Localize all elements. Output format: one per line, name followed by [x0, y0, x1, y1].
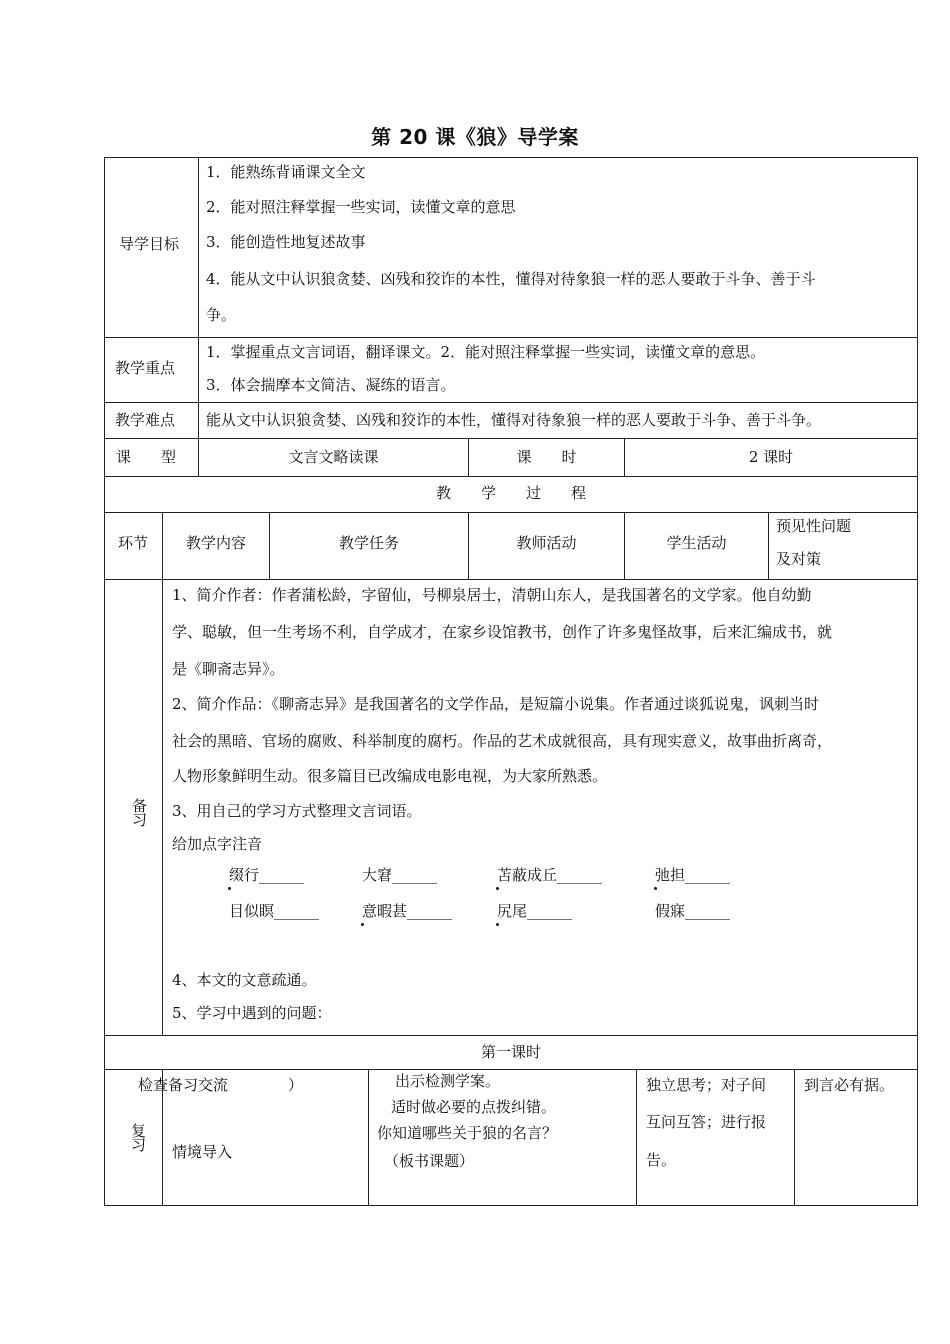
pinyin-item: 意暇甚______	[362, 902, 453, 920]
lesson1-header: 第一课时	[480, 1043, 541, 1061]
prep-label: 习	[132, 811, 148, 829]
pinyin-item: 大窘______	[362, 866, 438, 884]
lesson1-content: 情境导入	[172, 1143, 233, 1161]
column-header: 及对策	[776, 550, 822, 568]
lesson1-content: 检查备习交流	[138, 1076, 229, 1094]
student-activity: 互问互答；进行报	[646, 1113, 767, 1131]
prep-line: 社会的黑暗、官场的腐败、科举制度的腐朽。作品的艺术成就很高，具有现实意义，故事曲折离奇，	[172, 732, 833, 750]
lesson1-note: 到言必有据。	[804, 1076, 895, 1094]
prep-line: 是《聊斋志异》。	[172, 660, 285, 678]
process-header: 教 学 过 程	[435, 484, 586, 502]
column-header: 教学内容	[185, 534, 246, 552]
difficulty-label: 教学难点	[115, 411, 176, 429]
course-hours-value: 2 课时	[748, 448, 794, 466]
teacher-activity: （板书课题）	[384, 1152, 475, 1170]
objective-item: 4．能从文中认识狼贪婪、凶残和狡诈的本性，懂得对待象狼一样的恶人要敢于斗争、善于斗	[206, 270, 816, 288]
column-header: 学生活动	[666, 534, 727, 552]
objective-item: 3．能创造性地复述故事	[206, 233, 366, 251]
key-point-line: 3．体会揣摩本文简洁、凝练的语言。	[206, 376, 456, 394]
review-label: 习	[131, 1136, 147, 1154]
prep-line: 人物形象鲜明生动。很多篇目已改编成电影电视，为大家所熟悉。	[172, 767, 608, 785]
prep-line: 4、本文的文意疏通。	[172, 971, 317, 989]
objectives-label: 导学目标	[119, 235, 180, 253]
teacher-activity: 你知道哪些关于狼的名言？	[377, 1124, 558, 1142]
teacher-activity: 适时做必要的点拨纠错。	[391, 1098, 557, 1116]
student-activity: 独立思考；对子间	[646, 1076, 767, 1094]
review-label: 复	[131, 1122, 147, 1140]
pinyin-item: 目似瞑______	[229, 902, 320, 920]
prep-line: 2、简介作品：《聊斋志异》是我国著名的文学作品，是短篇小说集。作者通过谈狐说鬼，讽刺当时	[172, 695, 820, 713]
prep-line: 学、聪敏，但一生考场不利，自学成才，在家乡设馆教书，创作了许多鬼怪故事，后来汇编成书，就	[172, 623, 833, 641]
pinyin-item: 假寐______	[655, 902, 731, 920]
objective-item: 1．能熟练背诵课文全文	[206, 163, 366, 181]
prep-line: 给加点字注音	[172, 835, 263, 853]
column-header: 教师活动	[516, 534, 577, 552]
objective-item: 2．能对照注释掌握一些实词，读懂文章的意思	[206, 198, 516, 216]
column-header: 预见性问题	[776, 517, 852, 535]
pinyin-item: 弛担______	[655, 866, 731, 884]
page-title: 第 20 课《狼》导学案	[371, 125, 579, 149]
course-type-value: 文言文略读课	[288, 448, 379, 466]
pinyin-item: 苫蔽成丘______	[497, 866, 603, 884]
objective-item: 争。	[206, 306, 237, 324]
course-hours-label: 课 时	[516, 448, 577, 466]
course-type-label: 课 型	[116, 448, 177, 466]
difficulty-text: 能从文中认识狼贪婪、凶残和狡诈的本性，懂得对待象狼一样的恶人要敢于斗争、善于斗争。	[206, 411, 822, 429]
prep-label: 备	[132, 797, 148, 815]
student-activity: 告。	[646, 1151, 677, 1169]
prep-line: 3、用自己的学习方式整理文言词语。	[172, 802, 422, 820]
pinyin-item: 缀行______	[229, 866, 305, 884]
teacher-activity: 出示检测学案。	[395, 1072, 501, 1090]
column-header: 教学任务	[338, 534, 399, 552]
column-header: 环节	[117, 534, 148, 552]
key-points-label: 教学重点	[115, 359, 176, 377]
pinyin-item: 尻尾______	[497, 902, 573, 920]
prep-line: 1、简介作者：作者蒲松龄，字留仙，号柳泉居士，清朝山东人，是我国著名的文学家。他自幼勤	[172, 586, 812, 604]
lesson1-paren: ）	[288, 1076, 304, 1094]
prep-line: 5、学习中遇到的问题：	[172, 1004, 332, 1022]
key-point-line: 1．掌握重点文言词语，翻译课文。2．能对照注释掌握一些实词，读懂文章的意思。	[206, 343, 766, 361]
